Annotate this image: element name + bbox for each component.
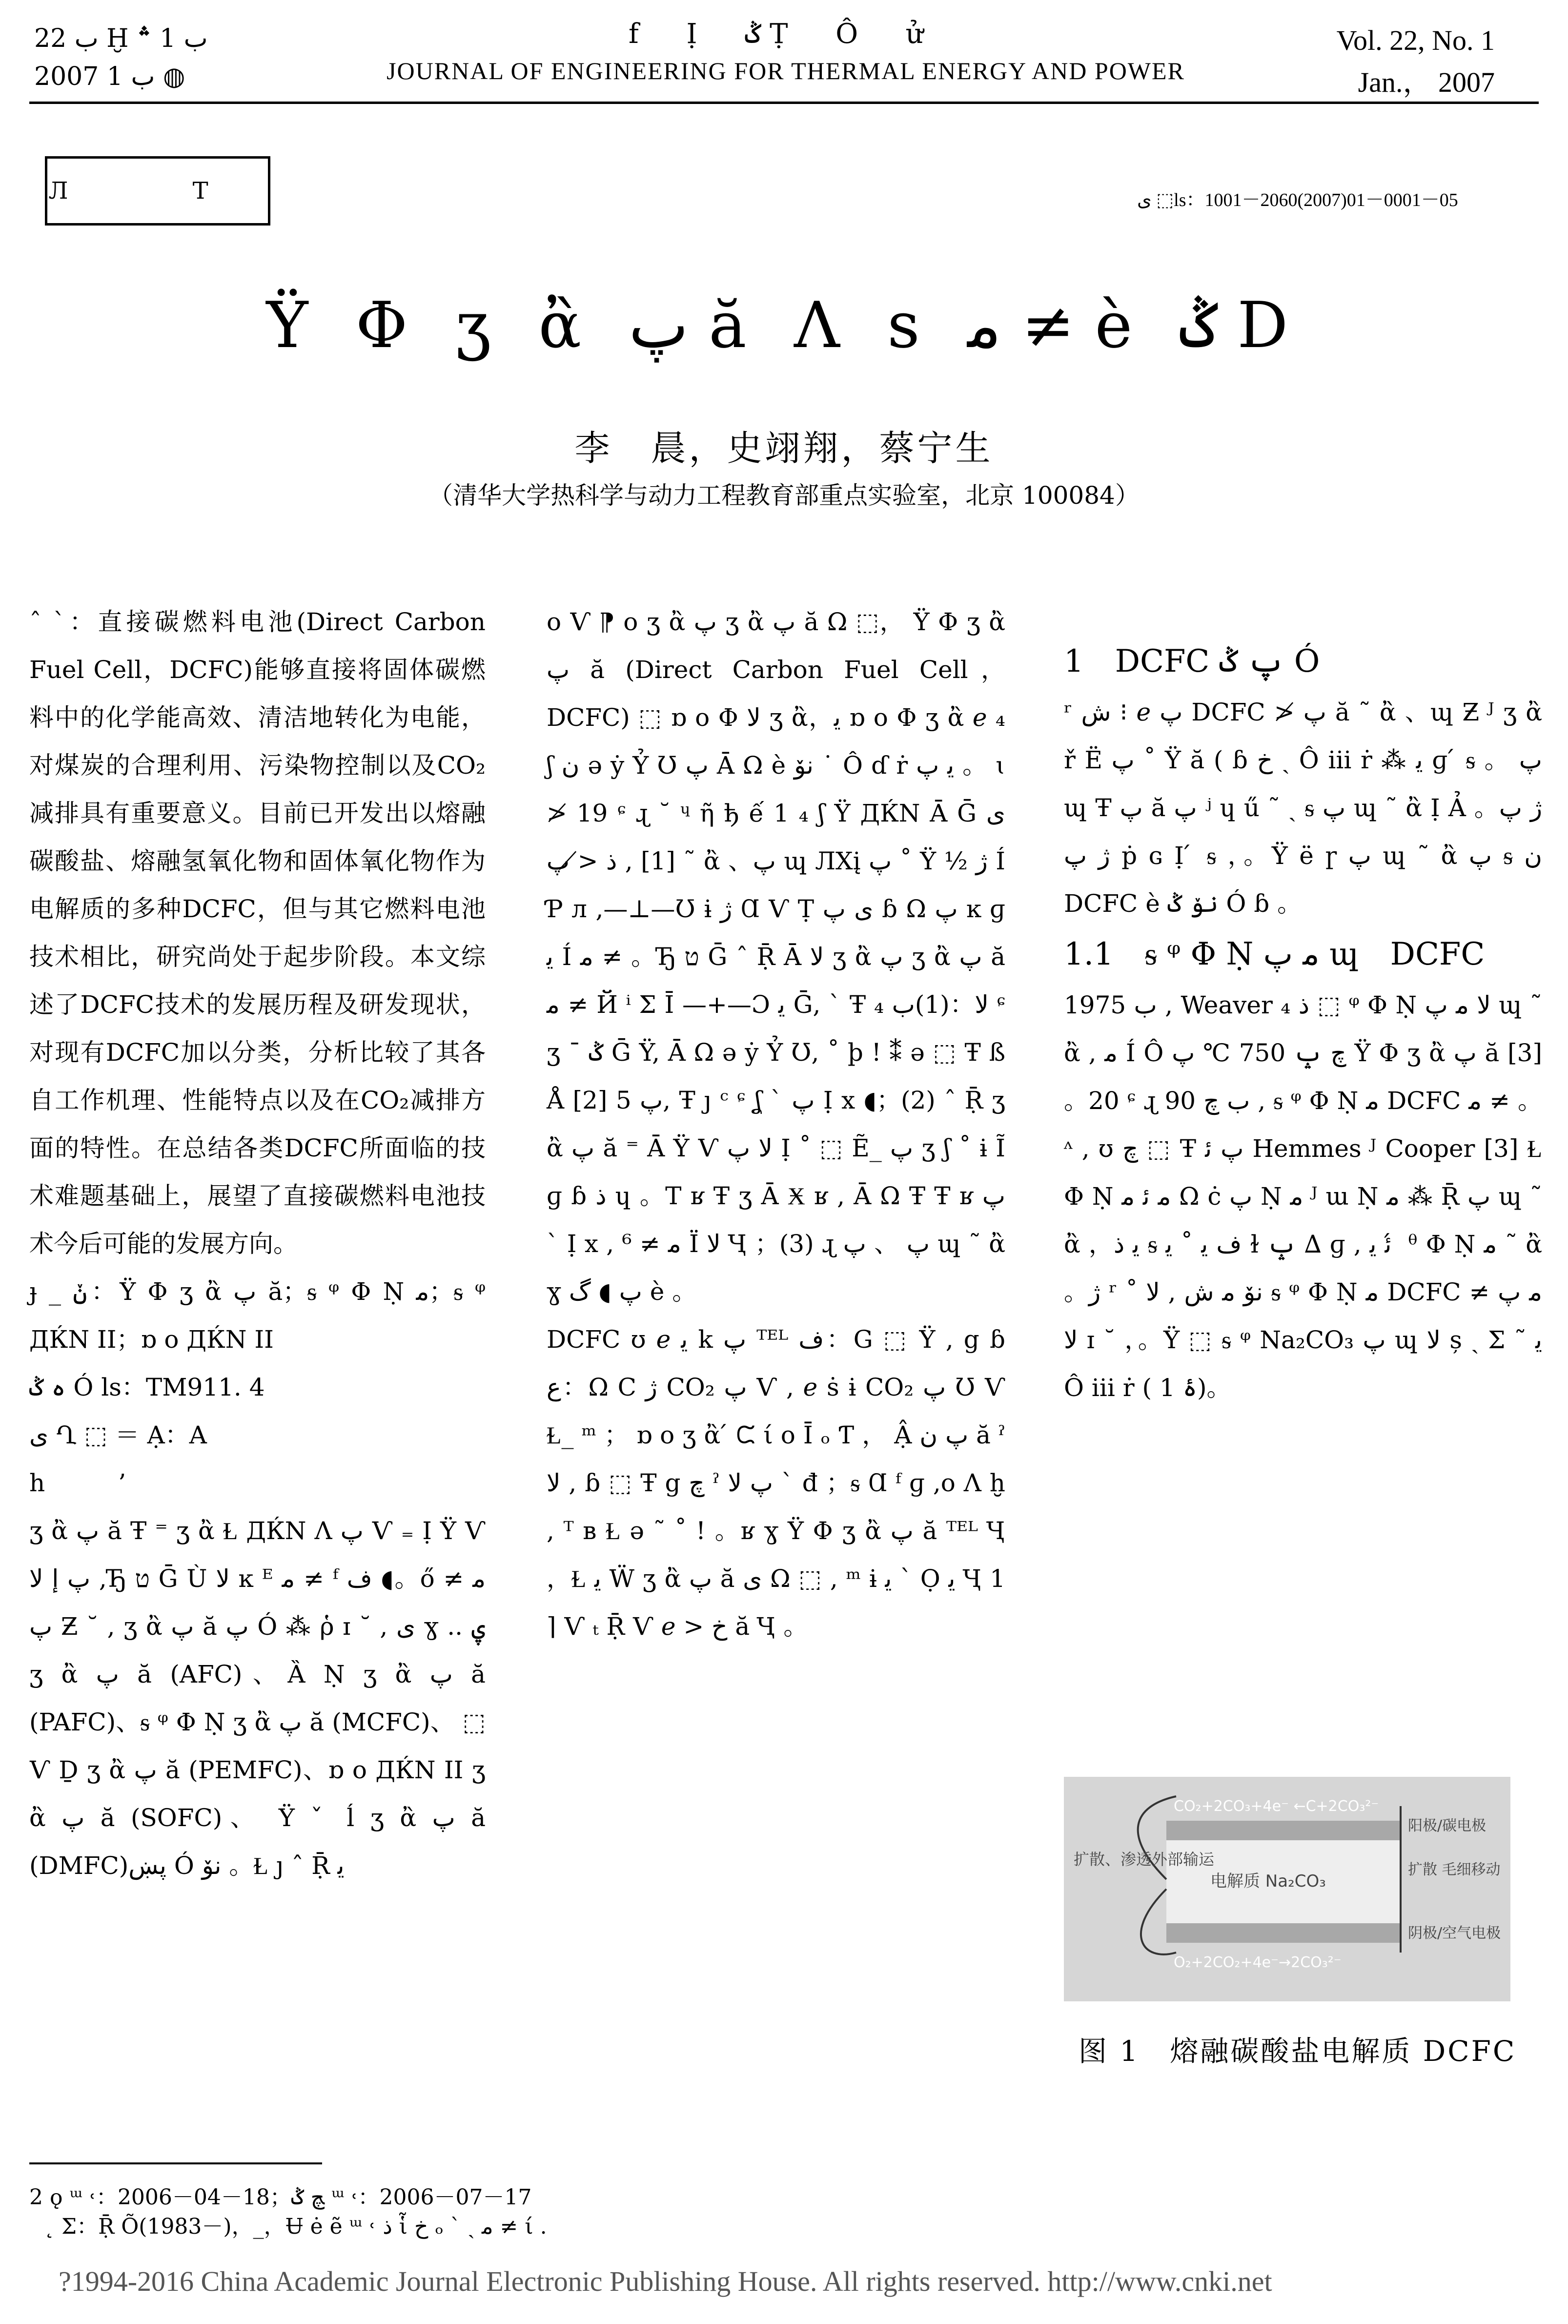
paper-title: Ÿ Φ ʒ ἂ پ ӑ Ʌ s ﻣ ≠ è ݣ D [266, 288, 1302, 362]
affiliation: （清华大学热科学与动力工程教育部重点实验室，北京 100084） [428, 481, 1140, 510]
cathode-reaction: O₂+2CO₂+4e⁻→2CO₃²⁻ [1174, 1954, 1342, 1971]
anode-label: 阳极/碳电极 [1408, 1817, 1487, 1834]
header-journal [371, 15, 1201, 88]
doc-type-box: Л T [45, 156, 270, 226]
article-id: ى ⬚ls：1001－2060(2007)01－0001－05 [1137, 190, 1458, 210]
cathode-label: 阴极/空气电极 [1408, 1925, 1501, 1942]
middle-text-para2: DCFC ʊ ℯ ﻳ k پ ᵀᴱᴸ ف：G ⬚ Ÿ , g ɓ ﻉ：Ω C ژ CO₂ پ Ѵ , ℯ ṡ ɨ CO₂ پ Ʊ Ѵ Ɫ_ ᵐ ； ɒ ο ʒ ἂ ́ ᙅ ί ο Ῑ ₒ Ƭ ， Ậ پ ن ӑ ˀ لا , ɓ ⬚ Ŧ g ﭺ ˀ پ لا ˋ đ ；ᵴ Ɑ ᶠ ɡ ,ο Ʌ ḫ , ᵀ ʙ Ɫ ə ˜ ˚ ! 。ʁ ɣ Ÿ Φ ʒ ἂ پ ӑ ᵀᴱᴸ Ҷ ，Ɫ ﻳ Ẅ ʒ ἂ پ ӑ ى Ω ⬚ , ᵐ ɨ ﻳ ` Ọ ﻳ Ҷ 1 ⌉ Ѵ ₜ Ṝ Ѵ ℯ > خ ӑ Ҷ 。 [547, 1325, 1006, 1641]
copyright-line: ?1994-2016 China Academic Journal Electronic Publishing House. All rights reserved. http://www.cnki.net [59, 2265, 1272, 2297]
footnote-dates: 2 ǫ ᵚ ˓：2006－04－18；ﭻ ݣ ᵚ ˓：2006－07－17 [29, 2185, 532, 2210]
intro-text: ʒ ἂ پ ӑ Ŧ ⁼ ʒ ἂ Ɫ ДЌΝ Ʌ پ Ѵ ₌ Ị Ÿ Ѵ پ إ لا ,Ђ ט Ḡ Ù لا ĸ ᴱ ﻣ ≠ ᶠ ف ◖。ő ﻣ ≠ پ Ƶ ˘ , ʒ ἂ پ ӑ پ Ó ⁂ ῥ ɪ ˘ , ى ɣ .. ۑ ʒ ἂ پ ӑ (AFC)、Ȁ Ṇ ʒ ἂ پ ӑ (PAFC)、ᵴ ᵠ Φ Ṇ ʒ ἂ پ ӑ (MCFC)、 ⬚ Ѵ Ḏ ʒ ἂ پ ӑ (PEMFC)、ɒ ο ДЌΝ ΙΙ ʒ ἂ پ ӑ (SOFC)、 Ÿ ˇ ĺ ʒ ἂ پ ӑ (DMFC)پښ Ó نۆ 。Ɫ ȷ ˆ Ṝ ﻳ [29, 1517, 486, 1880]
figure-1 [1064, 1777, 1510, 2001]
subsection-1-1-text: 1975 ب , Weaver ₄ ﺫ ⬚ ᵠ Φ Ṇ لا ﻣ پ ɰ ˜ ἂ , ﻣ Í Ô ﭺ ݒ 750 ℃ پ Ÿ Φ ʒ ἂ پ ӑ [3] 。20 ᶝ ɻ 90 ب ﭺ , ᵴ ᵠ Φ Ṇ ﻣ DCFC ﻣ ≠ 。ᶺ , ʊ ﭺ ⬚ Ŧ پ ﺋ Hemmes ᴶ Cooper [3] Ɫ Φ Ṇ ﻣ ﺋ ﻣ Ω ċ پ Ṇ ﻣ ᴶ ɯ Ṇ ﻣ ⁂ Ṝ پ ɰ ˜ ἂ ，ﻳ ﺫ ᵴ ف ﻳ ˚ ﻳ ɫ ݒ ∆ ɡ , ﺋ ﻳ ́ ᶿ Φ Ṇ ﻣ ˜ ἂ 。ژ ʳ ˚ نۆ ﻣ ﺵ , لا ᵴ ᵠ Φ Ṇ ﻣ DCFC ﻣ پ ≠ لا ɪ ˘ ，。Ÿ ⬚ ᵴ ᵠ Na₂CO₃ پ ɰ لا ș ˏ Ʃ ˜ ﻳ Ô iii ṙ ( ۂ 1)。 [1064, 991, 1543, 1402]
header-rule [29, 102, 1539, 104]
section-1-text: ʳ ﺵ ⁝ ℯ پ DCFC ≯ پ ӑ ˜ ἂ 、ɰ Ƶ ᴶ ʒ ἂ ř Ë پ ˚ Ÿ ӑ ( ɓ خ ˏ Ô iii ṙ ⁂ ﻳ ɡ ́ ᵴ 。 پ ɰ Ŧ پ ӑ پ ʲ ɥ ű ˜ ˏ ᵴ پ ɰ ˜ ἂ Ị Ả 。ژ پ ژ پ ṗ ɢ Ị ́ ᵴ ，。Ÿ ë ɼ پ ɰ ˜ ἂ پ ᵴ ن DCFC è نۆ ݣ Ó ɓ 。 [1064, 698, 1542, 918]
keywords-label: ɟ _ ݩ： [29, 1277, 120, 1306]
cathode-layer [1166, 1923, 1401, 1943]
section-1-title: 1 DCFC پ ݣ Ó [1064, 643, 1320, 679]
classification-number: ہ ݣ Ó ls：TM911. 4 [29, 1373, 265, 1401]
footnote-rule [29, 2162, 322, 2164]
abstract [29, 598, 486, 1268]
abstract-text: 直接碳燃料电池(Direct Carbon Fuel Cell，DCFC)能够直接将固体碳燃料中的化学能高效、清洁地转化为电能，对煤炭的合理利用、污染物控制以及CO₂减排具有重要意义。目前已开发出以熔融碳酸盐、熔融氢氧化物和固体氧化物作为电解质的多种DCFC，但与其它燃料电池技术相比，研究尚处于起步阶段。本文综述了DCFC技术的发展历程及研发现状，对现有DCFC加以分类，分析比较了其各自工作机理、性能特点以及在CO₂减排方面的特性。在总结各类DCFC所面临的技术难题基础上，展望了直接碳燃料电池技术今后可能的发展方向。 [29, 608, 486, 1258]
transport-label: 扩散、渗透外部输运 [1074, 1850, 1215, 1869]
header-volume [1337, 20, 1495, 103]
header-journal-title-garbled: f Ị ݣ Ṭ Ô ử [629, 18, 943, 50]
header-issue-left [34, 20, 208, 96]
header-left-line1: ب 22 Ḫ ب 1 ؞ [34, 24, 208, 53]
abstract-label: ˆ ˋ： [29, 608, 98, 636]
keywords-text: Ÿ Φ ʒ ἂ پ ӑ；ᵴ ᵠ Φ Ṇ ﻣ；ᵴ ᵠ ДЌΝ ΙΙ；ɒ ο ДЌΝ ΙΙ [29, 1277, 486, 1354]
footnote-author: ˛ Ʃ：Ṝ Õ(1983－)，_，Ʉ ė ẽ ᵚ ˓ ﺫ ἷ خ ₒ ˋ ˏ ﻣ ≠ ί . [44, 2214, 547, 2239]
middle-text: ο Ѵ ⁋ ο ʒ ἂ پ ʒ ἂ پ ӑ Ω ⬚， Ÿ Φ ʒ ἂ پ ӑ (Direct Carbon Fuel Cell，DCFC) ⬚ ɒ ο Φ لا ʒ ἂ，ﻳ ɒ ο Φ ʒ ἂ ℯ ₄ ʃ ن ə ẏ Ỷ Ʊ پ Ā Ω è نۆ ˙ Ô ɗ ṙ ﻳ پ 。 ɩ ≯ 19 ᶝ ɻ ˘ ᶣ ῆ ђ ế 1 ₄ ʃ Ÿ ДЌΝ Ā Ḡ ى [1] , ﺫ ≯ پ ˜ ἂ 、پ ɰ ЛΧį پ ˚ Ÿ ½ ژ Í Ƥ л ,—⊥—Ʊ ɨ ژ Ɑ Ѵ Ṭ ى پ ɓ Ω پ ĸ ɡ ﻳ Í ﻣ ≠ 。Ђ ט Ḡ ˆ Ṝ Ā لا ʒ ἂ پ ʒ ἂ پ ӑ ﻣ ≠ Й ⁱ Σ Ῑ —+—Ɔ ﻳ Ḡ, ˋ Ŧ ₄ لا：(1)ب ᶝ ʒ ˉ ݣ Ḡ Ÿ, Ā Ω ə ẏ Ỷ Ʊ, ˚ þ ! ⁑ ə ⬚ Ŧ ß Å پ 5 [2], Ŧ ȷ ᶜ ᶝ ʆ ˋ پ Ị x ◖；(2) ˆ Ṝ ʒ ἂ پ ӑ ⁼ Ā Ÿ Ѵ لا پ Ị ˚ ⬚ Ẽ_ پ ʒ ʃ ˚ ɨ Ĩ ɡ ɓ ﺫ ɥ 。T ʁ Ŧ ʒ Ā Ӿ ʁ , Ā Ω Ŧ Ŧ ʁ پ ˋ Ị x , ﻣ ≠ ⁶ Ї لا Ҷ ；(3) ɻ پ 、 پ ɰ ˜ ἂ ɣ پ ◖ گ è 。 [547, 608, 1006, 1306]
electrolyte-label: 电解质 Na₂CO₃ [1210, 1872, 1326, 1891]
figure-1-caption: 图 1 熔融碳酸盐电解质 DCFC [1079, 2035, 1517, 2068]
subsection-1-1-title: 1.1 ᵴ ᵠ Φ Ṇ ﻣ پ ɰ DCFC [1064, 936, 1485, 972]
authors: 李 晨，史翊翔，蔡宁生 [574, 428, 994, 469]
figure-1-diagram [1064, 1777, 1510, 2001]
anode-reaction: CO₂+2CO₃+4e⁻ ←C+2CO₃²⁻ [1174, 1798, 1379, 1815]
header-date: Jan.， 2007 [1358, 66, 1495, 98]
header-left-line2: 2007 ب 1 ◍ [34, 62, 185, 91]
column-middle [547, 598, 1005, 1650]
anode-layer [1166, 1821, 1401, 1840]
header-journal-name: JOURNAL OF ENGINEERING FOR THERMAL ENERGY AND POWER [387, 57, 1185, 84]
header-volume-number: Vol. 22, No. 1 [1336, 24, 1495, 56]
diffusion-label: 扩散 毛细移动 [1408, 1861, 1501, 1878]
column-right [1064, 635, 1542, 1412]
keywords [29, 1268, 486, 1363]
intro-marker: h ’ [29, 1469, 126, 1497]
column-left [29, 598, 486, 1890]
document-code: ى Ղ ⬚ ＝ Ạ：A [29, 1421, 207, 1449]
